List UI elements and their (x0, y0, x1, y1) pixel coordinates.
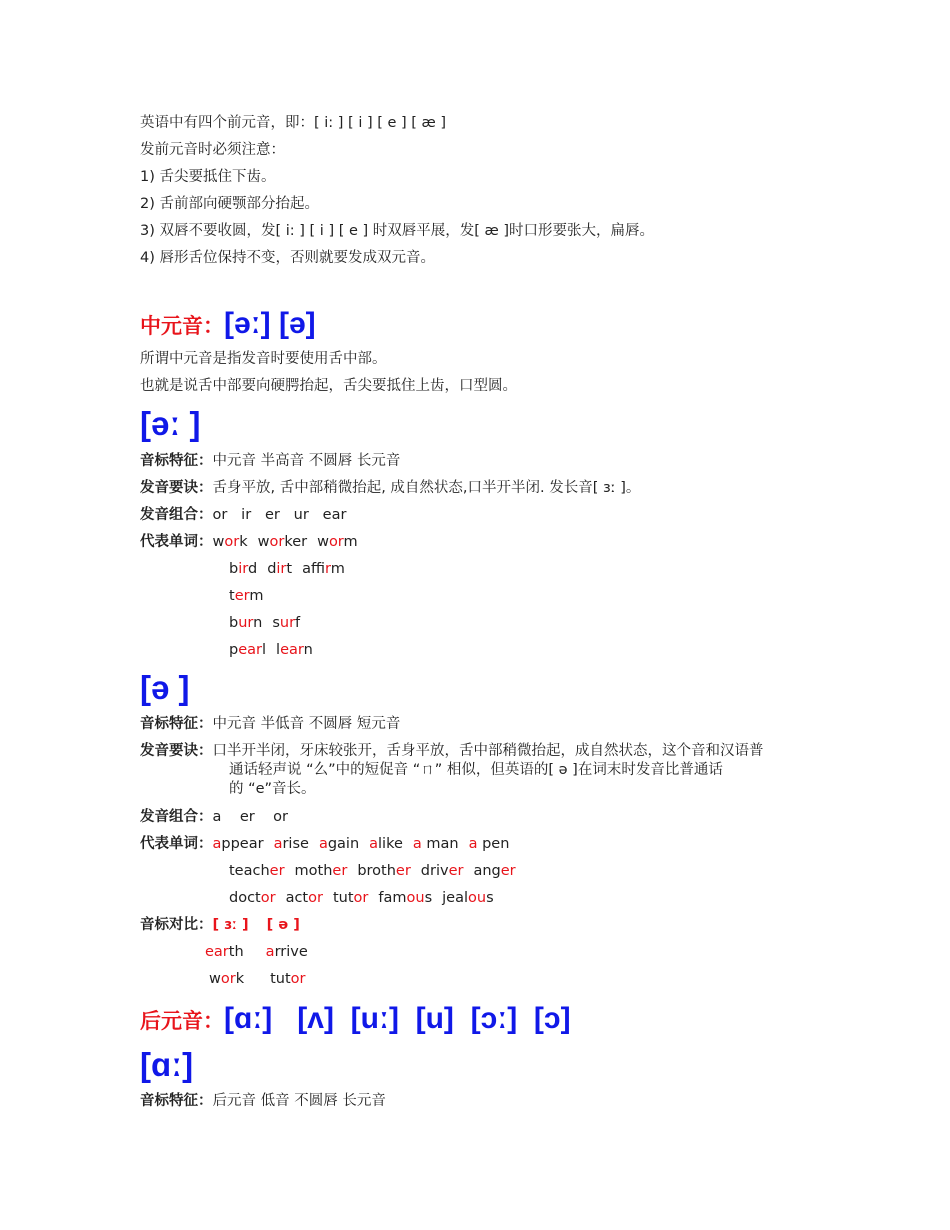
word-part: k (235, 971, 245, 987)
back-vowel-symbol (140, 1044, 193, 1093)
word-list (229, 615, 310, 631)
word-part: tut (332, 890, 354, 906)
example-word (319, 836, 359, 852)
example-word (413, 836, 459, 852)
example-word (266, 944, 308, 960)
example-word (229, 561, 257, 577)
word-part: fam (378, 890, 407, 906)
highlighted-letters: ou (406, 890, 425, 906)
mid-desc-1: 所谓中元音是指发音时要使用舌中部。 (140, 351, 387, 367)
example-word (272, 615, 300, 631)
long-schwa-words-row (229, 614, 310, 632)
word-list (229, 588, 273, 604)
rule-3: 3) 双唇不要收圆，发[ i: ] [ i ] [ e ] 时双唇平展，发[ æ ]时口形要张大，扁唇。 (140, 223, 655, 239)
highlighted-letters: or (308, 890, 323, 906)
long-schwa-method (140, 479, 640, 497)
word-part: w (317, 534, 329, 550)
word-part: s (424, 890, 433, 906)
word-part: aff (302, 561, 325, 577)
example-word (229, 642, 266, 658)
long-schwa-words-row (140, 533, 368, 551)
example-word (229, 615, 262, 631)
word-part: l (276, 642, 281, 658)
highlighted-letters: ear (238, 642, 262, 658)
highlighted-letters: ou (468, 890, 487, 906)
word-part: t (286, 561, 293, 577)
example-word (229, 890, 276, 906)
example-word (369, 836, 403, 852)
example-word (270, 971, 305, 987)
combo-text: or ir er ur ear (212, 507, 347, 523)
word-part: teach (229, 863, 270, 879)
word-list (229, 890, 504, 906)
example-word (378, 890, 432, 906)
word-list (205, 944, 330, 960)
compare-symbol-a: [ ɜː ] (212, 917, 249, 933)
word-part: broth (357, 863, 396, 879)
highlighted-letters: a (412, 836, 422, 852)
schwa-symbol (140, 668, 190, 715)
highlighted-letters: a (468, 836, 478, 852)
schwa-words-row (229, 862, 526, 880)
highlighted-letters: or (353, 890, 369, 906)
word-part: tut (270, 971, 291, 987)
compare-row (205, 943, 330, 961)
word-part: gain (327, 836, 360, 852)
example-word (442, 890, 494, 906)
example-word (274, 836, 309, 852)
combo-label: 发音组合： (140, 507, 213, 523)
words-label: 代表单词： (140, 836, 213, 852)
back-vowel-feature (140, 1092, 386, 1110)
highlighted-letters: er (500, 863, 516, 879)
word-part: doct (229, 890, 261, 906)
word-part: pen (477, 836, 510, 852)
word-list (229, 642, 323, 658)
feature-text: 中元音 半高音 不圆唇 长元音 (212, 453, 401, 469)
word-part: rise (282, 836, 309, 852)
example-word (213, 534, 248, 550)
highlighted-letters: a (369, 836, 379, 852)
long-schwa-words-row (229, 560, 355, 578)
schwa-symbol-text: [ə ] (140, 669, 190, 706)
mid-vowel-symbols: [əː] [ə] (224, 307, 316, 340)
word-part: d (267, 561, 277, 577)
schwa-method-cont: 的 “e”音长。 (229, 781, 316, 797)
word-part: b (229, 615, 239, 631)
example-word (205, 944, 244, 960)
method-label: 发音要诀： (140, 743, 213, 759)
example-word (317, 534, 358, 550)
long-schwa-symbol (140, 404, 201, 451)
back-vowel-symbols: [ɑː] [ʌ] [uː] [u] [ɔː] [ɔ] (224, 1002, 571, 1035)
feature-label: 音标特征： (140, 716, 213, 732)
word-part: m (330, 561, 345, 577)
highlighted-letters: er (395, 863, 411, 879)
word-part: ppear (221, 836, 264, 852)
example-word (421, 863, 464, 879)
highlighted-letters: a (265, 944, 275, 960)
highlighted-letters: ir (276, 561, 287, 577)
word-part: ang (473, 863, 501, 879)
highlighted-letters: ear (280, 642, 304, 658)
word-part: w (257, 534, 270, 550)
feature-text: 中元音 半低音 不圆唇 短元音 (212, 716, 401, 732)
back-vowel-heading (140, 1000, 571, 1043)
back-vowel-label: 后元音： (140, 1009, 224, 1033)
word-part: m (249, 588, 264, 604)
example-word (276, 642, 313, 658)
highlighted-letters: er (448, 863, 464, 879)
highlighted-letters: or (269, 534, 285, 550)
long-schwa-symbol-text: [əː ] (140, 405, 201, 442)
word-part: driv (420, 863, 449, 879)
word-list (213, 534, 368, 550)
mid-vowel-label: 中元音： (140, 314, 224, 338)
word-part: w (209, 971, 221, 987)
highlighted-letters: ur (279, 615, 296, 631)
word-part: like (378, 836, 403, 852)
word-part: n (303, 642, 313, 658)
example-word (302, 561, 345, 577)
schwa-words-row (140, 835, 519, 853)
highlighted-letters: ir (238, 561, 248, 577)
schwa-feature (140, 715, 400, 733)
back-vowel-symbol-text: [ɑː] (140, 1046, 194, 1083)
word-part: m (343, 534, 358, 550)
word-part: k (239, 534, 248, 550)
word-part: p (229, 642, 239, 658)
schwa-words-row (229, 889, 504, 907)
compare-label: 音标对比： (140, 917, 213, 933)
word-part: s (486, 890, 494, 906)
schwa-method-cont: 通话轻声说 “么”中的短促音 “ㄇ” 相似，但英语的[ ə ]在词末时发音比普通话 (229, 762, 723, 778)
word-part: jeal (442, 890, 468, 906)
word-part: d (247, 561, 258, 577)
schwa-compare (140, 916, 300, 934)
highlighted-letters: a (318, 836, 328, 852)
word-part: ker (284, 534, 308, 550)
example-word (469, 836, 510, 852)
word-part: w (212, 534, 225, 550)
word-part: n (253, 615, 263, 631)
highlighted-letters: er (234, 588, 250, 604)
highlighted-letters: or (224, 534, 240, 550)
word-part: th (228, 944, 244, 960)
compare-row (209, 970, 332, 988)
example-word (213, 836, 264, 852)
word-list (213, 836, 520, 852)
method-text: 舌身平放, 舌中部稍微抬起, 成自然状态,口半开半闭. 发长音[ ɜː ]。 (212, 480, 641, 496)
mid-desc-2: 也就是说舌中部要向硬腭抬起，舌尖要抵住上齿，口型圆。 (140, 378, 517, 394)
example-word (286, 890, 323, 906)
highlighted-letters: ear (205, 944, 229, 960)
word-part: s (272, 615, 280, 631)
words-label: 代表单词： (140, 534, 213, 550)
word-part: moth (294, 863, 333, 879)
word-list (209, 971, 332, 987)
example-word (229, 588, 263, 604)
combo-label: 发音组合： (140, 809, 213, 825)
rule-2: 2) 舌前部向硬颚部分抬起。 (140, 196, 319, 212)
word-part: f (295, 615, 301, 631)
highlighted-letters: or (290, 971, 306, 987)
combo-text: a er or (212, 809, 288, 825)
highlighted-letters: a (212, 836, 222, 852)
compare-symbol-b: [ ə ] (266, 917, 300, 933)
word-list (229, 561, 355, 577)
highlighted-letters: ir (325, 561, 331, 577)
intro-note: 发前元音时必须注意： (140, 142, 285, 158)
feature-text: 后元音 低音 不圆唇 长元音 (212, 1093, 386, 1109)
rule-1: 1) 舌尖要抵住下齿。 (140, 169, 276, 185)
example-word (357, 863, 410, 879)
long-schwa-words-row (229, 587, 273, 605)
example-word (473, 863, 515, 879)
feature-label: 音标特征： (140, 1093, 213, 1109)
long-schwa-feature (140, 452, 400, 470)
word-part: rrive (274, 944, 308, 960)
highlighted-letters: ur (238, 615, 254, 631)
highlighted-letters: a (273, 836, 283, 852)
long-schwa-combo (140, 506, 346, 524)
word-list (229, 863, 526, 879)
word-part: man (421, 836, 459, 852)
example-word (295, 863, 348, 879)
word-part: l (262, 642, 267, 658)
word-part: b (229, 561, 239, 577)
rule-4: 4) 唇形舌位保持不变，否则就要发成双元音。 (140, 250, 435, 266)
method-label: 发音要诀： (140, 480, 213, 496)
highlighted-letters: er (269, 863, 285, 879)
example-word (209, 971, 244, 987)
highlighted-letters: or (260, 890, 276, 906)
mid-vowel-heading (140, 306, 316, 347)
example-word (267, 561, 292, 577)
highlighted-letters: or (220, 971, 236, 987)
word-part: t (229, 588, 235, 604)
method-text: 口半开半闭，牙床较张开，舌身平放，舌中部稍微抬起，成自然状态，这个音和汉语普 (212, 743, 764, 759)
feature-label: 音标特征： (140, 453, 213, 469)
schwa-combo (140, 808, 288, 826)
example-word (229, 863, 285, 879)
example-word (258, 534, 307, 550)
highlighted-letters: er (332, 863, 348, 879)
long-schwa-words-row (229, 641, 323, 659)
schwa-method (140, 742, 764, 760)
intro-line: 英语中有四个前元音，即：[ i: ] [ i ] [ e ] [ æ ] (140, 115, 447, 131)
highlighted-letters: or (328, 534, 344, 550)
example-word (333, 890, 368, 906)
word-part: act (285, 890, 309, 906)
